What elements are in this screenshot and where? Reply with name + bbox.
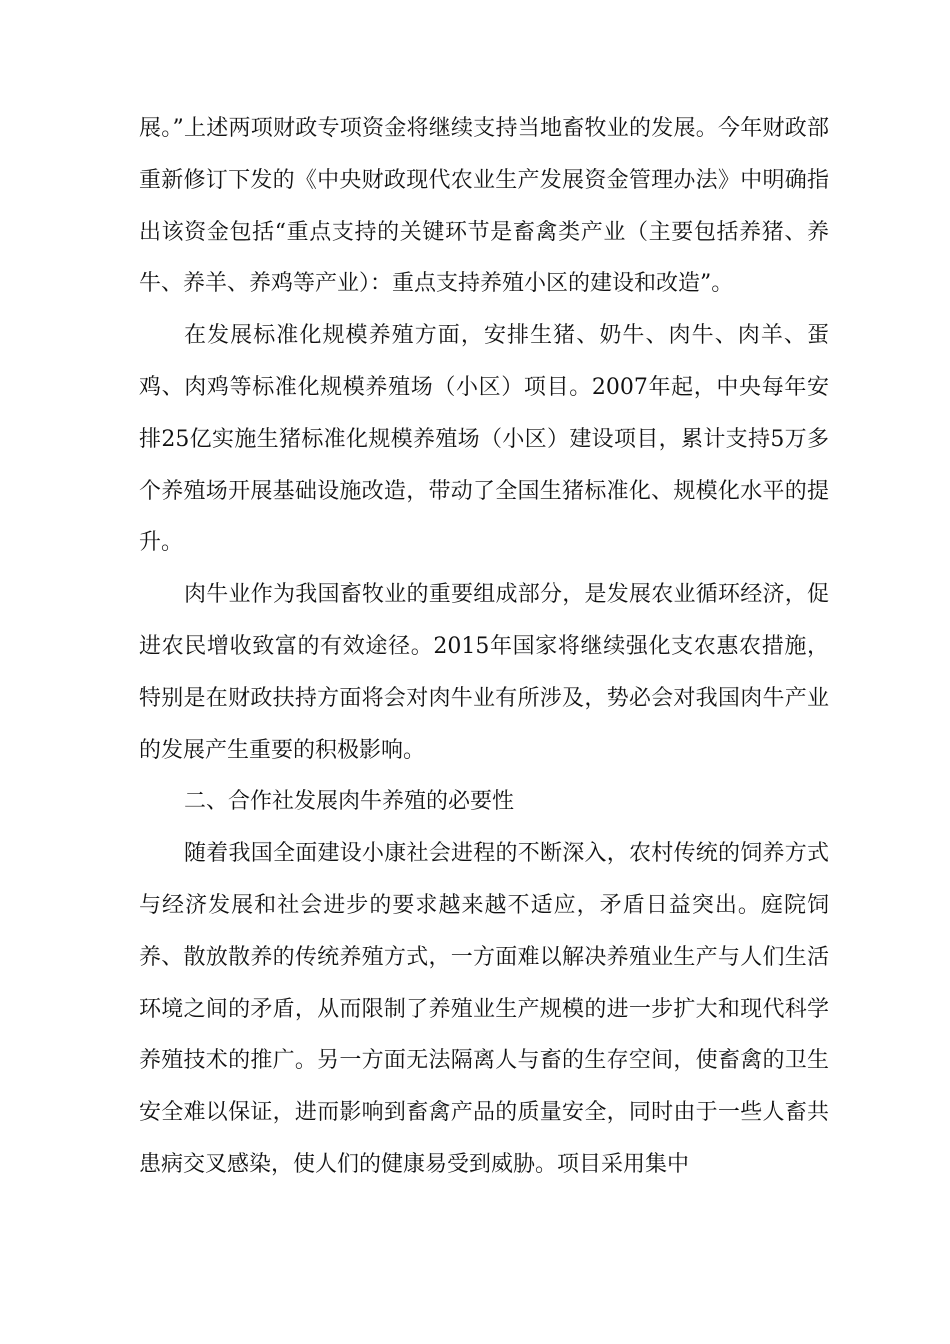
paragraph-standardized-farming: 在发展标准化规模养殖方面，安排生猪、奶牛、肉牛、肉羊、蛋鸡、肉鸡等标准化规模养殖场（小区）项目。2007年起，中央每年安排25亿实施生猪标准化规模养殖场（小区）建设项目，累计支持5万多个养殖场开展基础设施改造，带动了全国生猪标准化、规模化水平的提升。: [139, 323, 829, 556]
document-body: [139, 103, 829, 1191]
paragraph-necessity: 随着我国全面建设小康社会进程的不断深入，农村传统的饲养方式与经济发展和社会进步的要求越来越不适应，矛盾日益突出。庭院饲养、散放散养的传统养殖方式，一方面难以解决养殖业生产与人们生活环境之间的矛盾，从而限制了养殖业生产规模的进一步扩大和现代科学养殖技术的推广。另一方面无法隔离人与畜的生存空间，使畜禽的卫生安全难以保证，进而影响到畜禽产品的质量安全，同时由于一些人畜共患病交叉感染，使人们的健康易受到威胁。项目采用集中: [139, 841, 829, 1177]
paragraph-continuation: 展。”上述两项财政专项资金将继续支持当地畜牧业的发展。今年财政部重新修订下发的《中央财政现代农业生产发展资金管理办法》中明确指出该资金包括“重点支持的关键环节是畜禽类产业（主要包括养猪、养牛、养羊、养鸡等产业）：重点支持养殖小区的建设和改造”。: [139, 116, 829, 297]
section-heading: 二、合作社发展肉牛养殖的必要性: [184, 789, 515, 815]
paragraph-beef-industry: 肉牛业作为我国畜牧业的重要组成部分，是发展农业循环经济，促进农民增收致富的有效途径。2015年国家将继续强化支农惠农措施，特别是在财政扶持方面将会对肉牛业有所涉及，势必会对我国肉牛产业的发展产生重要的积极影响。: [139, 582, 829, 763]
